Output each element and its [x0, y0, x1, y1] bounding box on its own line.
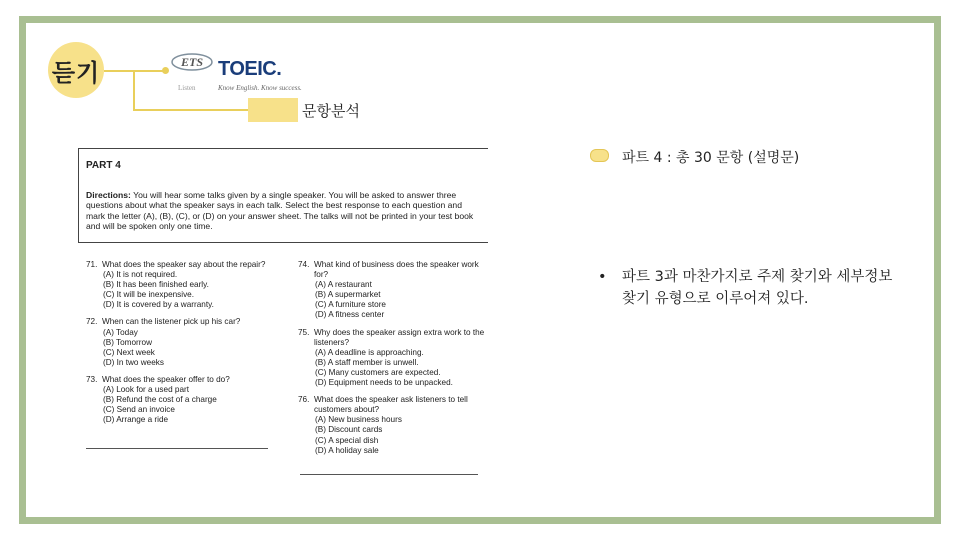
question-item: [86, 375, 276, 425]
answer-option: (C) Send an invoice: [103, 405, 175, 415]
question-text: What does the speaker offer to do?: [102, 374, 230, 384]
answer-option: (B) Refund the cost of a charge: [103, 395, 217, 405]
subtitle-tag: [248, 98, 298, 122]
answer-option: (C) A furniture store: [315, 300, 386, 310]
answer-option: (A) New business hours: [315, 415, 402, 425]
connector-dot: [162, 67, 169, 74]
questions-left-column: [86, 260, 276, 432]
answer-option: (B) A staff member is unwell.: [315, 357, 419, 367]
answer-option: (D) A fitness center: [315, 310, 385, 320]
scan-top-rule: [78, 148, 488, 149]
question-item: [298, 395, 488, 456]
question-stem: [298, 328, 488, 348]
question-stem: [86, 375, 276, 385]
right-column-end-rule: [300, 474, 478, 475]
connector-line-v: [133, 71, 135, 111]
question-stem: [298, 395, 488, 415]
answer-option: (C) A special dish: [315, 435, 379, 445]
answer-option: (C) It will be inexpensive.: [103, 290, 195, 300]
question-number: 72.: [86, 317, 98, 327]
answer-option: (D) A holiday sale: [315, 445, 379, 455]
question-number: 75.: [298, 327, 310, 337]
question-text: When can the listener pick up his car?: [102, 317, 241, 327]
question-stem: [86, 317, 276, 327]
directions-text: You will hear some talks given by a single speaker. You will be asked to answer three questions about what the speaker says in each talk. Select the best response to each question and mark the letter (A), (B), (C), or (D) on your answer sheet. The talks will not be printed in your test book and will be spoken only one time.: [86, 190, 474, 232]
answer-option: (D) Equipment needs to be unpacked.: [315, 378, 453, 388]
answer-option: (B) It has been finished early.: [103, 280, 209, 290]
scan-bottom-rule: [78, 242, 488, 243]
question-text: What kind of business does the speaker work for?: [314, 260, 479, 280]
question-text: Why does the speaker assign extra work to the listeners?: [314, 327, 485, 347]
answer-option: (A) It is not required.: [103, 270, 178, 280]
part-summary: 파트 4 : 총 30 문항 (설명문): [622, 150, 800, 166]
question-item: [298, 260, 488, 321]
section-subtitle: 문항분석: [302, 102, 360, 120]
section-badge: [48, 42, 104, 98]
answer-option: (D) In two weeks: [103, 357, 164, 367]
directions-label: Directions:: [86, 190, 131, 200]
answer-option: (A) Today: [103, 327, 138, 337]
left-column-end-rule: [86, 448, 268, 449]
questions-right-column: [298, 260, 488, 463]
test-page-scan: [78, 146, 493, 480]
question-text: What does the speaker say about the repair?: [102, 260, 266, 269]
answer-option: (B) Discount cards: [315, 425, 383, 435]
question-number: 71.: [86, 260, 98, 269]
answer-option: (A) A deadline is approaching.: [315, 347, 424, 357]
scan-left-rule: [78, 148, 79, 242]
question-item: [86, 260, 276, 310]
toeic-tagline: Know English. Know success.: [218, 84, 302, 92]
section-badge-label: 듣기: [51, 58, 101, 87]
question-number: 76.: [298, 395, 310, 405]
question-stem: [298, 260, 488, 280]
answer-option: (B) Tomorrow: [103, 337, 152, 347]
answer-option: (C) Next week: [103, 347, 155, 357]
question-stem: [86, 260, 276, 270]
part-title: PART 4: [86, 160, 121, 171]
answer-option: (D) Arrange a ride: [103, 415, 169, 425]
answer-option: (B) A supermarket: [315, 290, 381, 300]
question-text: What does the speaker ask listeners to tell customers about?: [314, 395, 468, 415]
ets-logo-text: ETS: [180, 55, 204, 69]
question-item: [298, 328, 488, 389]
connector-line-h1: [104, 70, 166, 72]
bullet-pill-icon: [590, 149, 609, 162]
toeic-logo: TOEIC.: [218, 58, 282, 80]
bullet-dot-icon: •: [598, 269, 607, 285]
answer-option: (A) Look for a used part: [103, 385, 190, 395]
ets-sub-label: Listen: [178, 84, 196, 92]
answer-option: (D) It is covered by a warranty.: [103, 300, 214, 310]
connector-line-h2: [133, 109, 251, 111]
answer-option: (A) A restaurant: [315, 280, 372, 290]
question-item: [86, 317, 276, 367]
directions: [86, 190, 478, 232]
question-number: 73.: [86, 374, 98, 384]
answer-option: (C) Many customers are expected.: [315, 367, 441, 377]
question-number: 74.: [298, 260, 310, 269]
description-text: 파트 3과 마찬가지로 주제 찾기와 세부정보 찾기 유형으로 이루어져 있다.: [622, 269, 893, 307]
description-paragraph: [598, 266, 898, 310]
